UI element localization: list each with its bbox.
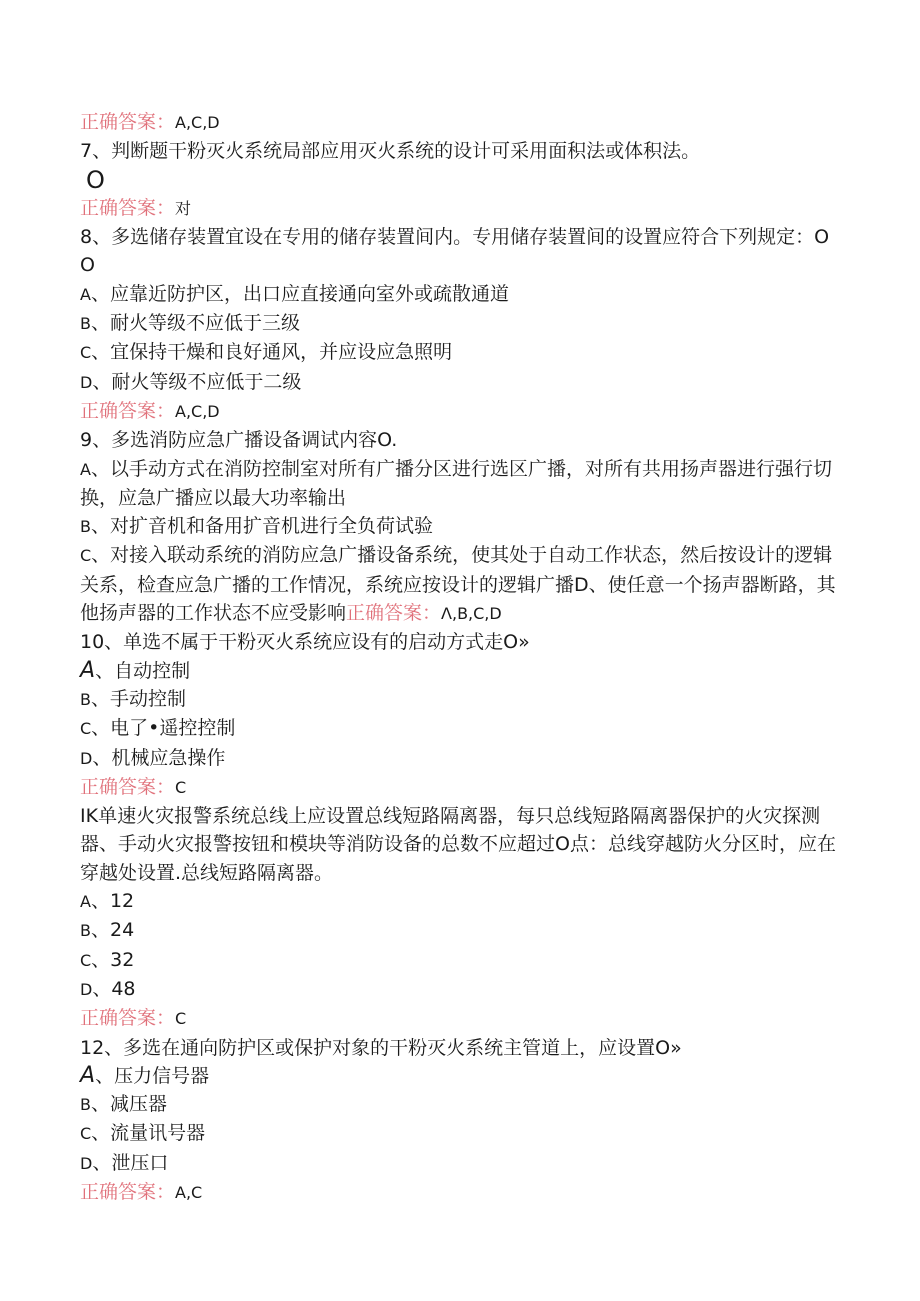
question-text-content: IK单速火灾报警系统总线上应设置总线短路隔离器，每只总线短路隔离器保护的火灾探测器、手动火灾报警按钮和模块等消防设备的总数不应超过O点：总线穿越防火分区时，应在穿越处设置.总线短路隔离器。	[80, 805, 836, 884]
question-text	[80, 628, 840, 656]
answer-blank-mark	[80, 166, 840, 194]
document-content	[80, 108, 840, 1207]
option-text: 、机械应急操作	[92, 746, 226, 769]
option-item	[80, 541, 840, 628]
option-item	[80, 657, 840, 685]
option-text: 、宜保持干燥和良好通风，并应设应急照明	[91, 341, 453, 364]
question-text	[80, 426, 840, 454]
option-text: 、应靠近防护区，出口应直接通向室外或疏散通道	[90, 282, 509, 305]
option-item	[80, 309, 840, 338]
option-text: 、12	[90, 890, 135, 913]
option-text: 、48	[92, 977, 136, 1000]
option-letter: B	[80, 1095, 91, 1115]
option-letter: B	[80, 689, 91, 709]
option-item	[80, 975, 840, 1004]
option-letter: B	[80, 314, 91, 334]
option-item	[80, 685, 840, 714]
option-item	[80, 280, 840, 309]
option-text: 、电了•遥控控制	[91, 717, 236, 740]
option-letter: B	[80, 921, 91, 941]
option-text: 、压力信号器	[95, 1064, 210, 1087]
answer-value: C	[175, 1009, 187, 1029]
option-item	[80, 744, 840, 773]
answer-line	[80, 397, 840, 426]
question-text-content: 7、判断题干粉灭火系统局部应用灭火系统的设计可采用面积法或体积法。	[80, 140, 701, 163]
option-letter: C	[80, 719, 92, 739]
option-letter: C	[80, 343, 92, 363]
option-text: 、流量讯号器	[91, 1122, 206, 1145]
answer-label: 正确答案：	[80, 1007, 176, 1030]
option-letter: D	[80, 1153, 93, 1173]
option-text: 、以手动方式在消防控制室对所有广播分区进行选区广播，对所有共用扬声器进行强行切换，应急广播应以最大功率输出	[80, 457, 832, 509]
option-letter: B	[80, 517, 91, 537]
option-item	[80, 512, 840, 541]
option-letter: D	[80, 372, 93, 392]
question-text-content: 8、多选储存装置宜设在专用的储存装置间内。专用储存装置间的设置应符合下列规定：OO	[80, 226, 830, 277]
question-text	[80, 137, 840, 165]
option-letter: A	[80, 1062, 96, 1088]
question-text	[80, 1034, 840, 1062]
option-letter: C	[80, 950, 92, 970]
answer-value: Λ,B,C,D	[441, 604, 502, 624]
option-text: 、对接入联动系统的消防应急广播设备系统，使其处于自动工作状态，然后按设计的逻辑关系，检查应急广播的工作情况，系统应按设计的逻辑广播D、使任意一个扬声器断路，其他扬声器的工作状态不应受影响	[80, 544, 836, 625]
option-letter: A	[80, 284, 91, 304]
option-item	[80, 916, 840, 945]
answer-line	[80, 108, 840, 137]
option-text: 、自动控制	[95, 659, 191, 682]
option-item	[80, 1149, 840, 1178]
answer-line	[80, 1178, 840, 1207]
option-text: 、耐火等级不应低于三级	[90, 312, 300, 335]
answer-line	[80, 773, 840, 802]
question-text	[80, 802, 840, 887]
answer-value: A,C	[175, 1182, 203, 1202]
answer-line	[80, 194, 840, 223]
answer-blank-symbol: O	[86, 165, 105, 194]
answer-value: A,C,D	[175, 113, 220, 132]
option-letter: D	[80, 979, 93, 999]
option-text: 、耐火等级不应低于二级	[92, 370, 302, 393]
option-item	[80, 1062, 840, 1090]
option-text: 、减压器	[90, 1093, 167, 1116]
answer-label: 正确答案：	[80, 111, 176, 133]
answer-line	[80, 1004, 840, 1033]
answer-value: 对	[175, 198, 192, 218]
question-text-content: 12、多选在通向防护区或保护对象的干粉灭火系统主管道上，应设置O»	[80, 1036, 682, 1059]
answer-label: 正确答案：	[80, 775, 176, 798]
option-text: 、对扩音机和备用扩音机进行全负荷试验	[90, 515, 433, 538]
option-letter: C	[80, 1124, 92, 1144]
answer-label: 正确答案：	[80, 196, 176, 219]
option-letter: A	[80, 657, 96, 683]
option-text: 、24	[90, 919, 135, 942]
option-item	[80, 1119, 840, 1148]
option-text: 、手动控制	[90, 687, 186, 710]
answer-label: 正确答案：	[80, 1180, 176, 1203]
option-item	[80, 887, 840, 916]
option-item	[80, 714, 840, 743]
option-item	[80, 946, 840, 975]
answer-value: C	[175, 777, 187, 797]
option-letter: D	[80, 748, 93, 768]
question-text-content: 9、多选消防应急广播设备调试内容O.	[80, 429, 398, 452]
option-letter: A	[80, 892, 91, 912]
option-item	[80, 338, 840, 367]
answer-label: 正确答案：	[346, 602, 442, 625]
option-letter: A	[80, 459, 91, 479]
question-text	[80, 223, 840, 280]
answer-label: 正确答案：	[80, 399, 176, 422]
option-item	[80, 455, 840, 513]
option-item	[80, 368, 840, 397]
question-text-content: 10、单选不属于干粉灭火系统应设有的启动方式走O»	[80, 631, 530, 654]
answer-value: A,C,D	[175, 401, 220, 421]
option-item	[80, 1090, 840, 1119]
option-text: 、32	[91, 948, 135, 971]
option-text: 、泄压口	[92, 1151, 169, 1174]
option-letter: C	[80, 546, 92, 566]
